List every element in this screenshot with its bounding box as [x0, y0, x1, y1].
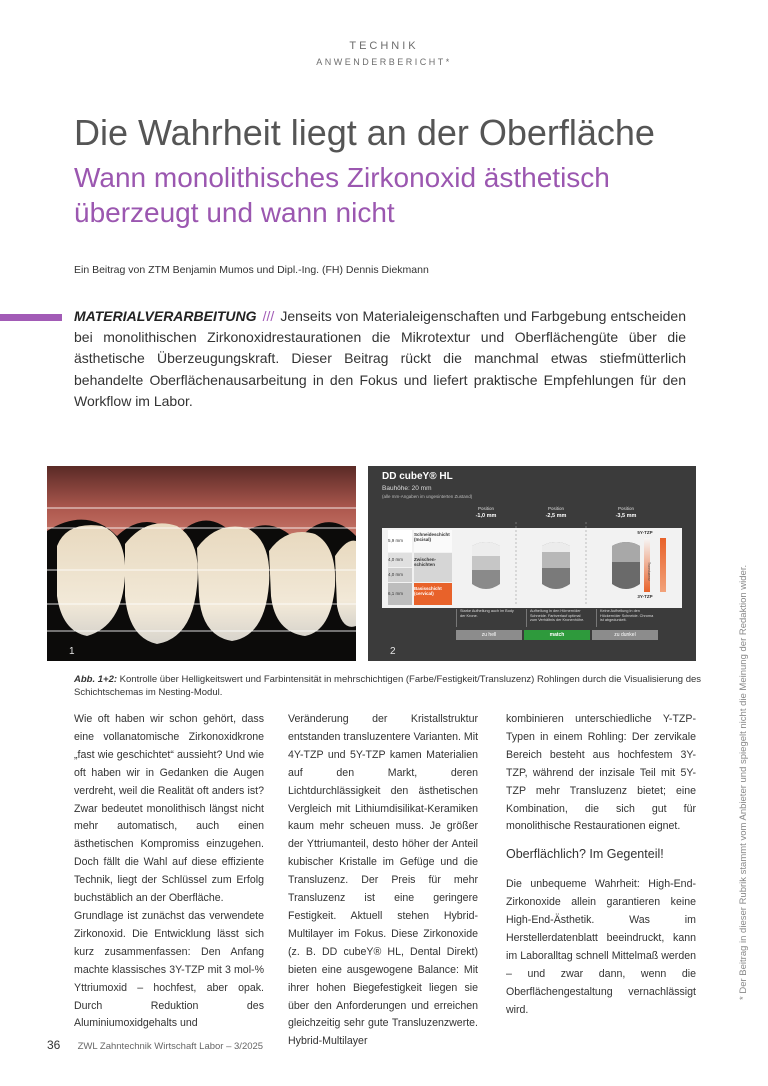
layer-cervical: Basisschicht (cervical) [414, 583, 452, 605]
layer-intermediate: Zwischen-schichten [414, 553, 452, 582]
body-column-1 [74, 711, 264, 1033]
diagram-title: DD cubeY® HL [382, 471, 453, 482]
diagram-note: (alle mm-Angaben im ungesinterten Zustand) [382, 494, 473, 499]
result-too-light: zu hell [456, 630, 522, 640]
position-1-label: Position [477, 506, 494, 511]
article-subtitle: Wann monolithisches Zirkonoxid ästhetisch überzeugt und wann nicht [74, 162, 610, 228]
position-2-desc: Aufhellung in den Hörnern/der Schneide. Farbverlauf optimal zum Verhältnis der Kronenhöhe. [526, 609, 586, 627]
side-disclaimer-text: * Der Beitrag in dieser Rubrik stammt vom Anbieter und spiegelt nicht die Meinung der Redaktion wider. [738, 564, 749, 1000]
result-too-dark: zu dunkel [592, 630, 658, 640]
diagram-height: Bauhöhe: 20 mm [382, 485, 432, 492]
paragraph: Die unbequeme Wahrheit: High-End-Zirkonoxide allein garantieren keine High-End-Ästhetik. Was im Herstellerdatenblatt beeindruckt, kann im Laboralltag schnell Mittelmaß werden – und zwar dann, wenn die Oberflächengestaltung vernachlässigt wird. [506, 878, 696, 1016]
side-disclaimer [738, 564, 752, 1000]
section-heading: Oberflächlich? Im Gegenteil! [506, 847, 664, 862]
figure-photo-teeth [47, 466, 356, 661]
layer-incisal: Schneideschicht (Incisal) [414, 530, 452, 552]
body-column-3 [506, 711, 696, 1020]
lead-separator: /// [262, 308, 275, 324]
crown-shapes [456, 522, 666, 606]
teeth-illustration [47, 466, 356, 661]
layer-height-4: 6,1 mm [388, 583, 412, 605]
position-3-desc: Keine Aufhellung in den Höckern/der Schneide. Chroma ist abgedunkelt. [596, 609, 656, 627]
article-authors: Ein Beitrag von ZTM Benjamin Mumos und Dipl.-Ing. (FH) Dennis Diekmann [74, 264, 429, 276]
page-number: 36 [47, 1038, 61, 1052]
paragraph: Veränderung der Kristallstruktur entstanden transluzentere Varianten. Mit 4Y-TZP und 5Y-TZP kamen Materialien auf den Markt, deren Lichtdurchlässigkeit den ästhetischen Vergleich mit Lithiumdisilikat-Keramiken kaum mehr scheuen muss. Je größer der Yttriumanteil, desto höher der Anteil kubischer Kristalle im Gefüge und die Transluzenz. Der Preis für mehr Transluzenz ist eine geringere Festigkeit. Aktuell stehen Hybrid-Multilayer im Fokus. Diese Zirkonoxide (z. B. DD cubeY® HL, Dental Direkt) bieten eine ausgewogene Balance: Mit ihrer hohen Biegefestigkeit liegen sie über den Anforderungen und erreichen gleichzeitig sehr gute Transluzenzwerte. Hybrid-Multilayer [288, 713, 479, 1048]
figure-number-2: 2 [390, 646, 396, 657]
legend-transluzenz-bar [660, 538, 666, 592]
position-3-value: -3,5 mm [615, 513, 637, 519]
article-title: Die Wahrheit liegt an der Oberfläche [74, 112, 655, 153]
paragraph: Grundlage ist zunächst das verwendete Zirkonoxid. Die Entwicklung lässt sich kurz zusammenfassen: Den Anfang machte klassisches 3Y-TZP mit 3 mol-% Yttriumoxid – hochfest, aber opak. Durch Reduktion des Aluminiumoxidgehalts und [74, 909, 264, 1030]
journal-name: ZWL Zahntechnik Wirtschaft Labor – 3/2025 [77, 1041, 264, 1052]
figure-number-1: 1 [69, 646, 75, 657]
lead-keyword: MATERIALVERARBEITUNG [74, 308, 257, 324]
position-2-label: Position [547, 506, 564, 511]
layer-height-3: 4,0 mm [388, 568, 412, 582]
paragraph: Wie oft haben wir schon gehört, dass eine vollanatomische Zirkonoxidkrone „fast wie geschichtet“ aussieht? Und wie oft haben wir in Gedanken die Augen verdreht, weil die Realität oft anders ist? Zwar bedeutet monolithisch längst nicht mehr automatisch, auch einen ästhetischen Kompromiss einzugehen. Doch fällt die Wahl auf diese effiziente Technik, liegt der Schlüssel zum Erfolg buchstäblich an der Oberfläche. [74, 713, 264, 905]
lead-paragraph [74, 306, 686, 412]
legend-mid: Transluzenz [647, 562, 651, 581]
figure-caption [74, 673, 702, 699]
lead-text: Jenseits von Materialeigenschaften und Farbgebung entscheiden bei monolithischen Zirkonoxidrestaurationen die Mikrotextur und Oberflächengüte über die ästhetische Überzeugungskraft. Dieser Beitrag rückt die manchmal etwas stiefmütterlich behandelte Oberflächenausarbeitung in den Fokus und liefert praktische Empfehlungen für den Workflow im Labor. [74, 308, 687, 409]
caption-label: Abb. 1+2: [74, 674, 118, 685]
layer-height-1: 5,9 mm [388, 530, 412, 552]
section-sublabel: ANWENDERBERICHT* [316, 57, 452, 67]
legend-bottom: 3Y-TZP [637, 594, 653, 599]
section-label: TECHNIK [349, 40, 419, 52]
legend-top: 5Y-TZP [637, 530, 653, 535]
page-footer [47, 1038, 263, 1052]
figure-diagram-layers [368, 466, 696, 661]
position-3-label: Position [617, 506, 634, 511]
paragraph: kombinieren unterschiedliche Y-TZP-Typen in einem Rohling: Der zervikale Bereich besteht aus hochfestem 3Y-TZP, während der inzisale Teil mit 5Y-TZP mehr Transluzenz bietet; eine Kombination, die sich gut für monolithische Restaurationen eignet. [506, 713, 696, 833]
result-match: match [524, 630, 590, 640]
layer-height-2: 4,0 mm [388, 553, 412, 567]
position-2-value: -2,5 mm [545, 513, 567, 519]
accent-bar [0, 314, 62, 321]
position-1-value: -1,0 mm [475, 513, 497, 519]
caption-text: Kontrolle über Helligkeitswert und Farbintensität in mehrschichtigen (Farbe/Festigkeit/Transluzenz) Rohlingen durch die Visualisierung des Schichtschemas im Nesting-Modul. [74, 674, 702, 698]
body-column-2 [288, 711, 478, 1051]
position-1-desc: Starke Aufhellung auch im Body der Krone. [456, 609, 516, 627]
